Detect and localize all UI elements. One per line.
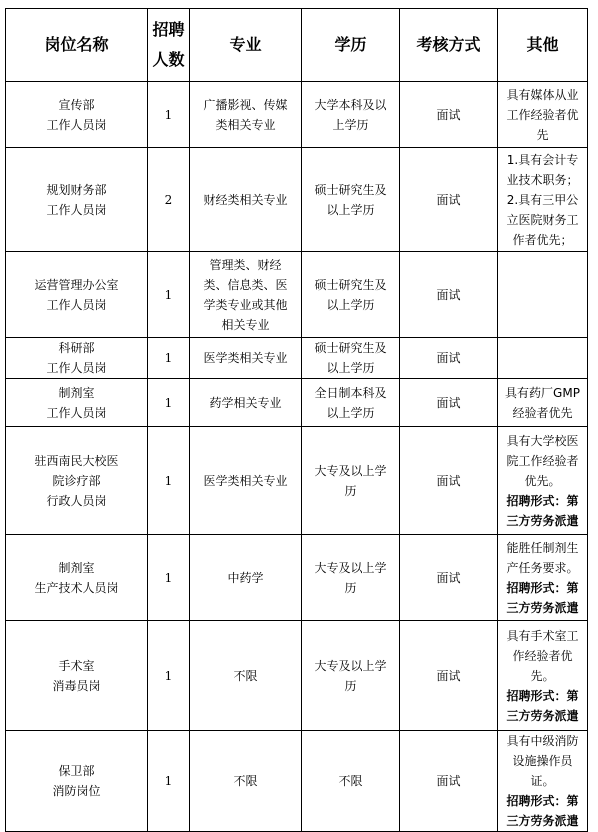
other-line: 2.具有三甲公 (506, 192, 579, 207)
cell-education (302, 621, 400, 731)
recruitment-table (5, 8, 588, 832)
cell-major (190, 535, 302, 621)
cell-major (190, 427, 302, 535)
position-line: 生产技术人员岗 (34, 580, 119, 595)
position-line: 规划财务部 (46, 182, 107, 197)
cell-education (302, 252, 400, 338)
education-line: 大学本科及以 (314, 97, 387, 112)
cell-major (190, 252, 302, 338)
cell-other (498, 148, 588, 252)
header-count-line2: 人数 (152, 50, 185, 69)
other-line: 具有药厂GMP (505, 385, 580, 400)
position-line: 保卫部 (58, 764, 95, 778)
cell-position (6, 621, 148, 731)
cell-position (6, 148, 148, 252)
cell-count: 1 (148, 535, 190, 621)
position-line: 院诊疗部 (52, 473, 101, 488)
education-line: 以上学历 (326, 405, 375, 420)
position-line: 运营管理办公室 (34, 277, 119, 292)
cell-count: 1 (148, 731, 190, 832)
cell-assessment: 面试 (400, 82, 498, 148)
major-line: 学类专业或其他 (203, 297, 288, 312)
education-line: 硕士研究生及 (314, 341, 387, 355)
other-line: 优先。 (524, 473, 561, 488)
other-bold-line: 招聘形式：第 (506, 688, 579, 703)
other-line: 能胜任制剂生 (506, 540, 579, 555)
cell-major (190, 731, 302, 832)
major-line: 管理类、财经 (209, 257, 282, 272)
other-bold-line: 招聘形式：第 (506, 493, 579, 508)
other-line: 具有媒体从业 (506, 87, 579, 102)
cell-other (498, 379, 588, 427)
cell-count: 2 (148, 148, 190, 252)
position-line: 宣传部 (58, 97, 95, 112)
cell-major (190, 148, 302, 252)
cell-major (190, 82, 302, 148)
cell-other (498, 338, 588, 379)
other-bold-line: 三方劳务派遣 (506, 600, 579, 615)
cell-position (6, 252, 148, 338)
cell-major (190, 338, 302, 379)
cell-count: 1 (148, 379, 190, 427)
cell-assessment: 面试 (400, 148, 498, 252)
other-line: 先 (536, 127, 549, 142)
table-row (6, 731, 588, 832)
education-line: 硕士研究生及 (314, 182, 387, 197)
header-count (148, 9, 190, 82)
other-line: 设施操作员 (512, 754, 573, 768)
major-line: 不限 (233, 668, 258, 683)
cell-count: 1 (148, 427, 190, 535)
education-line: 大专及以上学 (314, 463, 387, 478)
other-line: 具有中级消防 (506, 734, 579, 748)
cell-count: 1 (148, 82, 190, 148)
major-line: 不限 (233, 774, 258, 788)
cell-education (302, 379, 400, 427)
position-line: 消毒员岗 (52, 678, 101, 693)
table-row (6, 621, 588, 731)
major-line: 广播影视、传媒 (203, 97, 288, 112)
education-line: 以上学历 (326, 202, 375, 217)
position-line: 工作人员岗 (46, 117, 107, 132)
other-bold-line: 三方劳务派遣 (506, 513, 579, 528)
cell-count: 1 (148, 338, 190, 379)
header-other: 其他 (498, 9, 588, 82)
position-line: 制剂室 (58, 560, 95, 575)
cell-assessment: 面试 (400, 338, 498, 379)
other-line: 1.具有会计专 (506, 152, 579, 167)
other-line: 具有手术室工 (506, 628, 579, 643)
position-line: 手术室 (58, 658, 95, 673)
education-line: 历 (344, 483, 357, 498)
cell-assessment: 面试 (400, 621, 498, 731)
other-line: 业技术职务； (506, 172, 579, 187)
cell-major (190, 621, 302, 731)
position-line: 消防岗位 (52, 784, 101, 798)
other-line: 证。 (530, 774, 555, 788)
major-line: 相关专业 (221, 317, 270, 332)
cell-assessment: 面试 (400, 379, 498, 427)
header-position: 岗位名称 (6, 9, 148, 82)
cell-count: 1 (148, 252, 190, 338)
education-line: 全日制本科及 (314, 385, 387, 400)
cell-education (302, 731, 400, 832)
header-assessment: 考核方式 (400, 9, 498, 82)
other-line: 具有大学校医 (506, 433, 579, 448)
cell-position (6, 338, 148, 379)
table-row (6, 82, 588, 148)
table-row (6, 427, 588, 535)
position-line: 工作人员岗 (46, 202, 107, 217)
table-row (6, 252, 588, 338)
major-line: 类、信息类、医 (203, 277, 288, 292)
other-bold-line: 招聘形式：第 (506, 580, 579, 595)
other-bold-line: 三方劳务派遣 (506, 708, 579, 723)
table-row (6, 379, 588, 427)
header-major: 专业 (190, 9, 302, 82)
position-line: 行政人员岗 (46, 493, 107, 508)
education-line: 不限 (338, 774, 363, 788)
cell-position (6, 427, 148, 535)
other-line: 立医院财务工 (506, 212, 579, 227)
cell-assessment: 面试 (400, 252, 498, 338)
table-row (6, 148, 588, 252)
position-line: 工作人员岗 (46, 361, 107, 375)
cell-education (302, 535, 400, 621)
education-line: 上学历 (332, 117, 369, 132)
cell-other (498, 621, 588, 731)
cell-position (6, 535, 148, 621)
education-line: 以上学历 (326, 297, 375, 312)
education-line: 以上学历 (326, 361, 375, 375)
cell-other (498, 535, 588, 621)
major-line: 中药学 (227, 570, 264, 585)
cell-other (498, 82, 588, 148)
other-line: 作者优先； (512, 232, 573, 247)
cell-position (6, 731, 148, 832)
cell-other (498, 731, 588, 832)
cell-count: 1 (148, 621, 190, 731)
cell-education (302, 427, 400, 535)
cell-position (6, 82, 148, 148)
cell-education (302, 148, 400, 252)
other-line: 工作经验者优 (506, 107, 579, 122)
header-count-line1: 招聘 (152, 20, 185, 39)
other-line: 经验者优先 (512, 405, 573, 420)
other-line: 产任务要求。 (506, 560, 579, 575)
header-row (6, 9, 588, 82)
table-row (6, 535, 588, 621)
cell-assessment: 面试 (400, 731, 498, 832)
table-row (6, 338, 588, 379)
header-education: 学历 (302, 9, 400, 82)
education-line: 大专及以上学 (314, 658, 387, 673)
other-line: 先。 (530, 668, 555, 683)
cell-assessment: 面试 (400, 535, 498, 621)
major-line: 医学类相关专业 (203, 473, 288, 488)
cell-education (302, 338, 400, 379)
cell-education (302, 82, 400, 148)
education-line: 历 (344, 678, 357, 693)
education-line: 大专及以上学 (314, 560, 387, 575)
position-line: 科研部 (58, 341, 95, 355)
cell-assessment: 面试 (400, 427, 498, 535)
other-bold-line: 三方劳务派遣 (506, 814, 579, 828)
other-bold-line: 招聘形式：第 (506, 794, 579, 808)
major-line: 财经类相关专业 (203, 192, 288, 207)
cell-position (6, 379, 148, 427)
position-line: 工作人员岗 (46, 297, 107, 312)
table-header (6, 9, 588, 82)
cell-other (498, 427, 588, 535)
table-body (6, 82, 588, 832)
position-line: 工作人员岗 (46, 405, 107, 420)
position-line: 驻西南民大校医 (34, 453, 119, 468)
major-line: 医学类相关专业 (203, 351, 288, 365)
education-line: 历 (344, 580, 357, 595)
other-line: 作经验者优 (512, 648, 573, 663)
other-line: 院工作经验者 (506, 453, 579, 468)
cell-other (498, 252, 588, 338)
major-line: 类相关专业 (215, 117, 276, 132)
position-line: 制剂室 (58, 385, 95, 400)
major-line: 药学相关专业 (209, 395, 282, 410)
cell-major (190, 379, 302, 427)
education-line: 硕士研究生及 (314, 277, 387, 292)
